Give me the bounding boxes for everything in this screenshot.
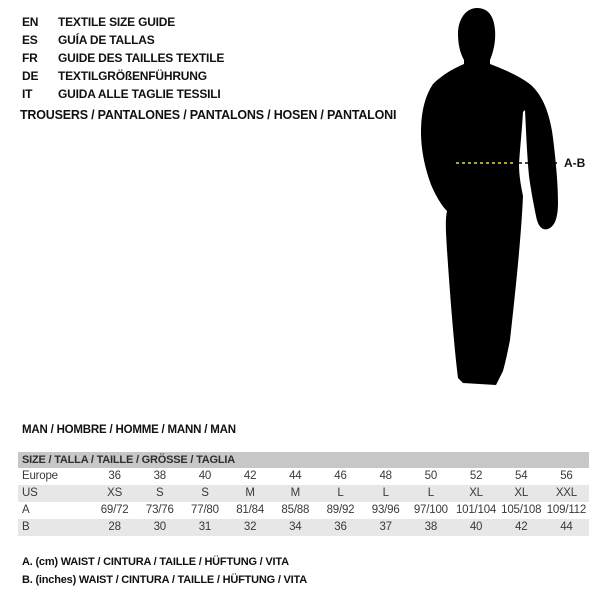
measure-label: A-B — [564, 156, 586, 170]
language-label: GUIDA ALLE TAGLIE TESSILI — [58, 87, 221, 101]
row-label: A — [22, 504, 30, 516]
size-cell: 56 — [560, 470, 573, 482]
size-cell: 40 — [198, 470, 212, 482]
row-label: US — [22, 487, 38, 499]
size-cell: 48 — [379, 470, 392, 482]
size-cell: L — [427, 487, 434, 499]
size-cell: 46 — [334, 470, 347, 482]
size-cell: 32 — [243, 521, 257, 533]
size-cell: M — [290, 487, 300, 499]
size-cell: 40 — [469, 521, 483, 533]
language-list — [22, 13, 224, 103]
language-row — [22, 67, 224, 85]
size-cell: 101/104 — [455, 504, 497, 516]
size-table — [18, 452, 589, 536]
note-b: B. (inches) WAIST / CINTURA / TAILLE / HÜFTUNG / VITA — [22, 574, 307, 586]
size-cell: XL — [514, 487, 529, 499]
language-code: DE — [22, 69, 39, 83]
size-cell: M — [245, 487, 255, 499]
size-cell: 37 — [379, 521, 392, 533]
size-cell: 42 — [515, 521, 528, 533]
size-cell: 28 — [108, 521, 121, 533]
size-cell: 36 — [334, 521, 347, 533]
row-label: Europe — [22, 470, 58, 482]
size-cell: XS — [107, 487, 123, 499]
size-table-header: SIZE / TALLA / TAILLE / GRÖSSE / TAGLIA — [18, 452, 589, 468]
size-cell: 89/92 — [326, 504, 355, 516]
man-silhouette-path — [421, 8, 558, 385]
size-cell: 85/88 — [281, 504, 310, 516]
size-cell: 109/112 — [546, 504, 587, 516]
language-row — [22, 49, 224, 67]
size-cell: 44 — [560, 521, 573, 533]
language-code: ES — [22, 33, 38, 47]
language-label: TEXTILE SIZE GUIDE — [58, 15, 176, 29]
size-cell: XXL — [555, 487, 577, 499]
language-label: GUIDE DES TAILLES TEXTILE — [58, 51, 225, 65]
row-label: B — [22, 521, 30, 533]
size-cell: 38 — [153, 470, 166, 482]
size-cell: 52 — [469, 470, 483, 482]
language-label: TEXTILGRÖßENFÜHRUNG — [58, 69, 207, 83]
size-cell: 34 — [289, 521, 302, 533]
size-cell: 36 — [108, 470, 121, 482]
language-code: FR — [22, 51, 38, 65]
category-title: TROUSERS / PANTALONES / PANTALONS / HOSEN / PANTALONI — [20, 108, 397, 122]
size-cell: 42 — [243, 470, 257, 482]
size-cell: 31 — [198, 521, 212, 533]
measurement-notes — [22, 553, 307, 589]
size-cell: S — [156, 487, 164, 499]
language-code: EN — [22, 15, 39, 29]
size-cell: 38 — [424, 521, 438, 533]
gender-section-title: MAN / HOMBRE / HOMME / MANN / MAN — [22, 424, 236, 436]
size-cell: 69/72 — [100, 504, 129, 516]
size-cell: 77/80 — [191, 504, 219, 516]
language-code: IT — [22, 87, 33, 101]
man-silhouette-svg — [400, 0, 600, 400]
size-cell: 105/108 — [501, 504, 542, 516]
table-row-a-cm — [18, 502, 589, 519]
man-silhouette-figure — [400, 0, 600, 400]
language-row — [22, 31, 224, 49]
size-cell: 30 — [153, 521, 166, 533]
size-cell: L — [337, 487, 344, 499]
size-cell: S — [201, 487, 209, 499]
language-row — [22, 13, 224, 31]
size-cell: 81/84 — [236, 504, 265, 516]
size-cell: 97/100 — [413, 504, 448, 516]
table-row-b-inches — [18, 519, 589, 536]
size-cell: 50 — [424, 470, 438, 482]
size-cell: L — [382, 487, 389, 499]
size-cell: 54 — [515, 470, 528, 482]
size-cell: XL — [469, 487, 483, 499]
table-row-us — [18, 485, 589, 502]
size-cell: 93/96 — [371, 504, 400, 516]
note-a: A. (cm) WAIST / CINTURA / TAILLE / HÜFTUNG / VITA — [22, 556, 289, 568]
table-row-europe — [18, 468, 589, 485]
size-cell: 73/76 — [145, 504, 174, 516]
language-label: GUÍA DE TALLAS — [58, 33, 155, 47]
size-cell: 44 — [289, 470, 302, 482]
language-row — [22, 85, 224, 103]
